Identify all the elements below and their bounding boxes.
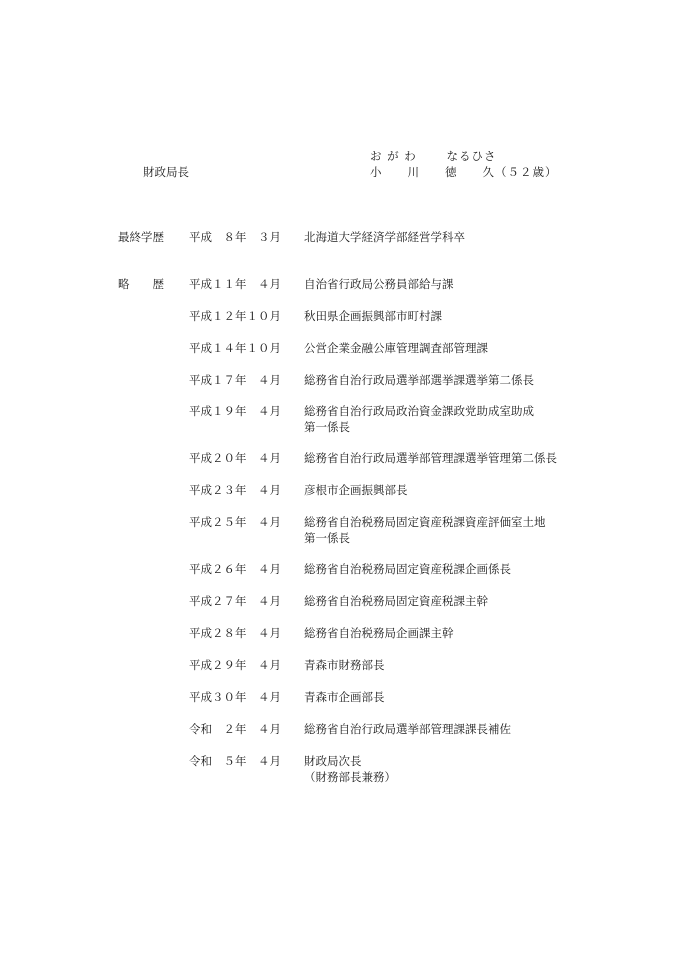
career-detail: 総務省自治行政局政治資金課政党助成室助成 第一係長: [304, 404, 534, 434]
career-date: 平成２８年 ４月: [189, 626, 281, 640]
career-detail: 総務省自治行政局選挙部選挙課選挙第二係長: [304, 373, 534, 387]
career-detail: 公営企業金融公庫管理調査部管理課: [304, 341, 488, 355]
career-detail: 財政局次長 （財務部長兼務）: [304, 754, 396, 784]
career-detail: 総務省自治税務局固定資産税課資産評価室土地 第一係長: [304, 515, 546, 545]
career-detail: 彦根市企画振興部長: [304, 483, 408, 497]
career-date: 平成２６年 ４月: [189, 562, 281, 576]
education-date: 平成 ８年 ３月: [189, 230, 281, 244]
career-detail: 秋田県企画振興部市町村課: [304, 309, 442, 323]
career-date: 平成１１年 ４月: [189, 277, 281, 291]
career-date: 平成１４年１０月: [189, 341, 281, 355]
career-detail: 総務省自治行政局選挙部管理課課長補佐: [304, 722, 511, 736]
career-date: 平成１７年 ４月: [189, 373, 281, 387]
education-label: 最終学歴: [118, 230, 164, 244]
person-name: 小 川 徳 久（５２歳）: [370, 165, 558, 179]
career-detail: 総務省自治行政局選挙部管理課選挙管理第二係長: [304, 451, 557, 465]
career-detail: 青森市財務部長: [304, 658, 385, 672]
career-date: 平成２７年 ４月: [189, 594, 281, 608]
position-title: 財政局長: [143, 165, 189, 179]
career-detail: 青森市企画部長: [304, 690, 385, 704]
career-detail: 総務省自治税務局固定資産税課企画係長: [304, 562, 511, 576]
career-date: 平成２０年 ４月: [189, 451, 281, 465]
career-label: 略 歴: [118, 277, 164, 291]
career-date: 平成１２年１０月: [189, 309, 281, 323]
career-detail: 自治省行政局公務員部給与課: [304, 277, 454, 291]
education-detail: 北海道大学経済学部経営学科卒: [304, 230, 465, 244]
career-date: 平成１９年 ４月: [189, 404, 281, 418]
career-date: 令和 ５年 ４月: [189, 754, 281, 768]
career-date: 平成２３年 ４月: [189, 483, 281, 497]
career-date: 令和 ２年 ４月: [189, 722, 281, 736]
career-date: 平成３０年 ４月: [189, 690, 281, 704]
career-date: 平成２９年 ４月: [189, 658, 281, 672]
name-reading: お が わ なるひさ: [370, 149, 497, 163]
career-date: 平成２５年 ４月: [189, 515, 281, 529]
career-detail: 総務省自治税務局固定資産税課主幹: [304, 594, 488, 608]
career-detail: 総務省自治税務局企画課主幹: [304, 626, 454, 640]
